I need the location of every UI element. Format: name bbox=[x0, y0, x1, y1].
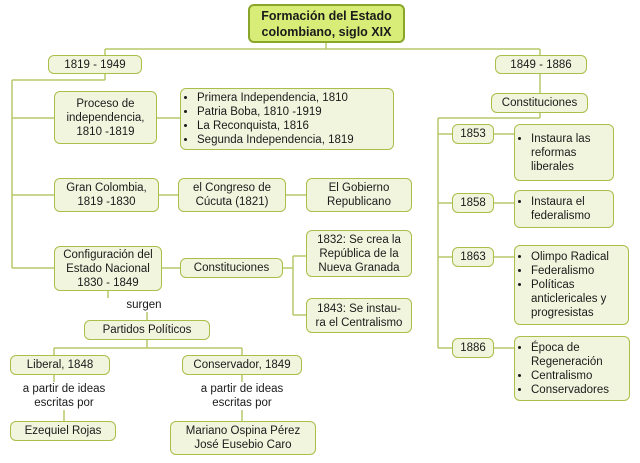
partidos-politicos-node: Partidos Políticos bbox=[84, 320, 210, 340]
year-1853: 1853 bbox=[452, 124, 494, 144]
list-item: • La Reconquista, 1816 bbox=[197, 119, 354, 133]
list-item: • Segunda Independencia, 1819 bbox=[197, 133, 354, 147]
year-1853-detail bbox=[514, 124, 614, 181]
ezequiel-rojas-node: Ezequiel Rojas bbox=[10, 421, 116, 441]
list-item: • Época de Regeneración bbox=[531, 341, 609, 369]
configuracion-node: Configuración del Estado Nacional 1830 - 1849 bbox=[54, 246, 162, 291]
map-title: Formación del Estado colombiano, siglo XIX bbox=[248, 4, 405, 43]
c1832-node: 1832: Se crea la República de la Nueva Granada bbox=[306, 230, 412, 277]
conservador-node: Conservador, 1849 bbox=[182, 355, 302, 375]
year-1886-detail bbox=[514, 336, 630, 401]
constituciones-right-node: Constituciones bbox=[491, 93, 588, 113]
list-item: • Instaura el federalismo bbox=[531, 195, 590, 223]
liberal-node: Liberal, 1848 bbox=[10, 355, 110, 375]
list-item: • Políticas anticlericales y progresistas bbox=[531, 278, 609, 320]
surgen-label: surgen bbox=[126, 299, 162, 311]
gran-colombia-node: Gran Colombia, 1819 -1830 bbox=[54, 178, 159, 212]
list-item: • Centralismo bbox=[531, 369, 609, 383]
independencia-node: Proceso de independencia, 1810 -1819 bbox=[54, 91, 157, 144]
ospina-caro-node: Mariano Ospina Pérez José Eusebio Caro bbox=[170, 421, 316, 455]
independencia-list bbox=[180, 88, 394, 150]
gobierno-republicano-node: El Gobierno Republicano bbox=[306, 178, 412, 212]
constituciones-left-node: Constituciones bbox=[180, 258, 283, 278]
list-item: • Patria Boba, 1810 -1919 bbox=[197, 105, 354, 119]
period-1819-1949: 1819 - 1949 bbox=[48, 55, 142, 74]
year-1863: 1863 bbox=[452, 247, 494, 267]
year-1858: 1858 bbox=[452, 193, 494, 213]
list-item: • Olimpo Radical bbox=[531, 250, 609, 264]
list-item: • Primera Independencia, 1810 bbox=[197, 91, 354, 105]
conservador-ideas-label: a partir de ideas escritas por bbox=[200, 383, 284, 409]
c1843-node: 1843: Se instau- ra el Centralismo bbox=[306, 298, 412, 333]
congreso-cucuta-node: el Congreso de Cúcuta (1821) bbox=[178, 178, 286, 212]
year-1858-detail bbox=[514, 190, 614, 228]
year-1863-detail bbox=[514, 245, 629, 325]
list-item: • Conservadores bbox=[531, 383, 609, 397]
list-item: • Federalismo bbox=[531, 264, 609, 278]
liberal-ideas-label: a partir de ideas escritas por bbox=[22, 383, 106, 409]
year-1886: 1886 bbox=[452, 338, 494, 358]
list-item: • Instaura las reformas liberales bbox=[531, 132, 590, 174]
period-1849-1886: 1849 - 1886 bbox=[495, 55, 587, 74]
